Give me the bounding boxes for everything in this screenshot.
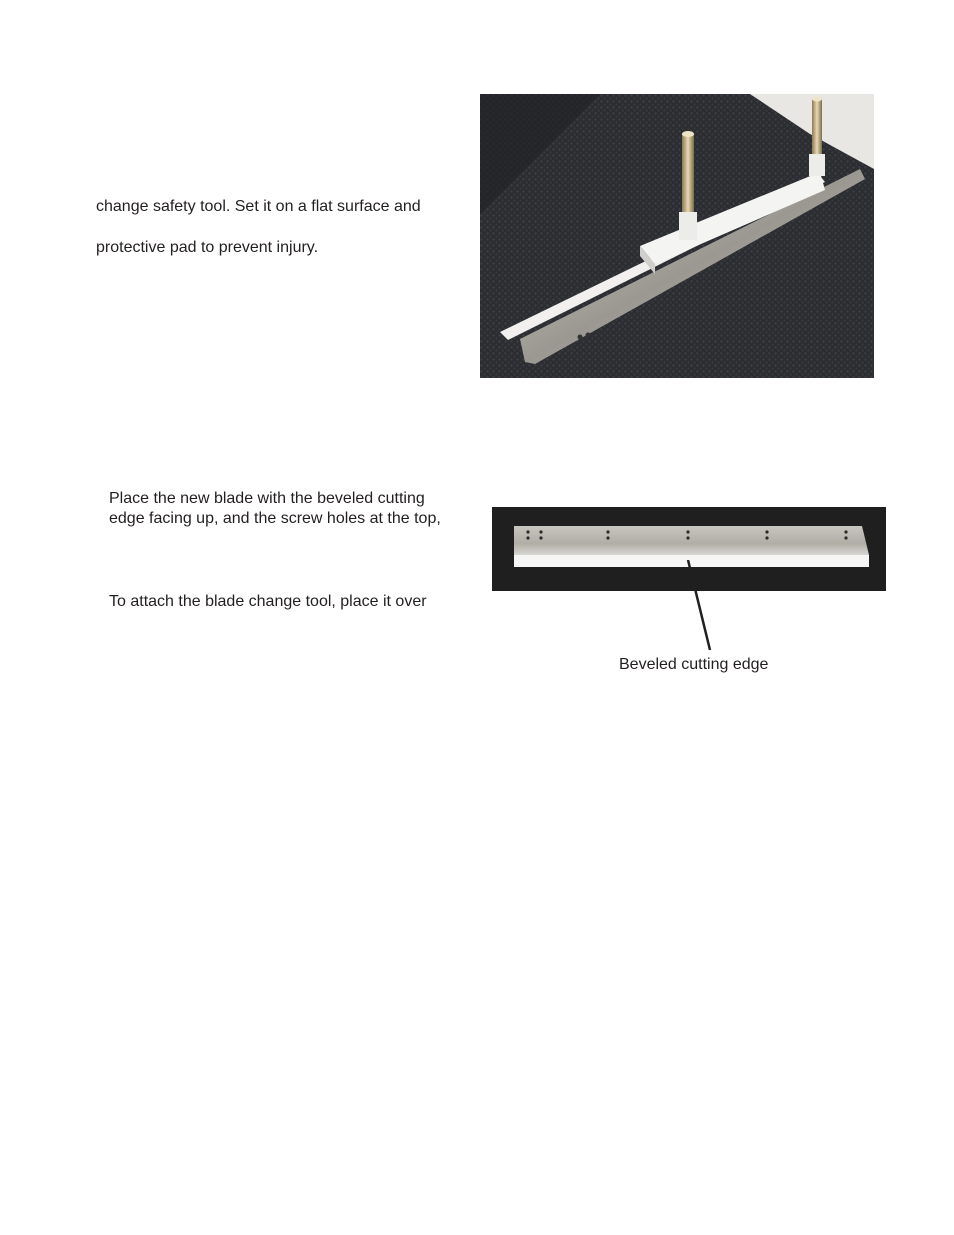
instruction-text-5: To attach the blade change tool, place it over (109, 593, 427, 610)
callout-line (680, 560, 720, 655)
instruction-text-4: edge facing up, and the screw holes at the top, (109, 510, 441, 527)
instruction-text-2: protective pad to prevent injury. (96, 239, 319, 256)
blade-change-tool-photo (480, 94, 874, 378)
instruction-text-3: Place the new blade with the beveled cutting (109, 490, 425, 507)
figure-caption: Beveled cutting edge (619, 656, 769, 673)
instruction-text-1: change safety tool. Set it on a flat surface and (96, 198, 421, 215)
